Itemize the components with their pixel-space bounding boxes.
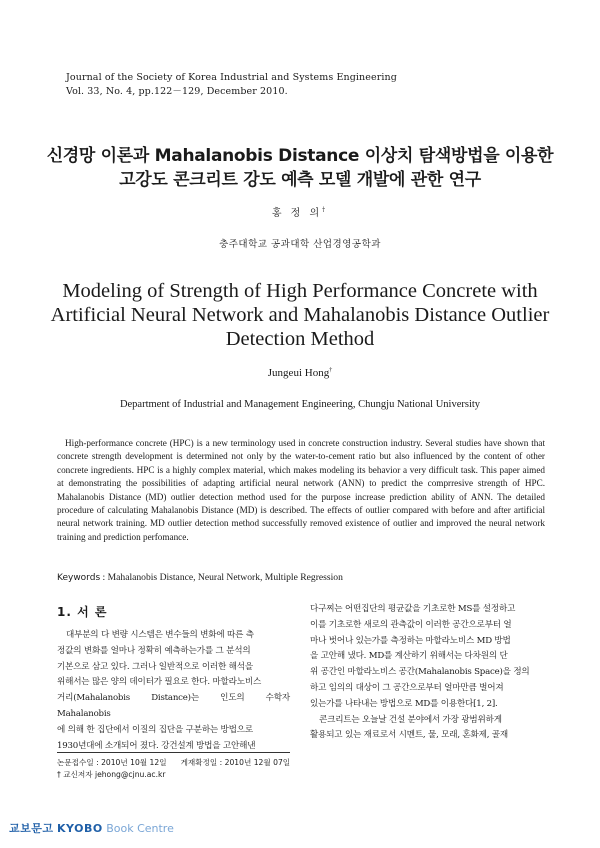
- abstract-line: that concrete strength development is determined not only by the water-to-cement ratio but also influenced by the content of: [57, 438, 545, 462]
- korean-affiliation: 충주대학교 공과대학 산업경영공학과: [219, 239, 381, 250]
- english-title-line2: Artificial Neural Network and Mahalanobis Distance Outlier: [50, 304, 550, 326]
- body-line: 콘크리트는 오늘날 건설 분야에서 가장 광범위하게: [319, 714, 502, 725]
- kyobo-watermark: [9, 820, 174, 836]
- body-line: 다구찌는 어떤집단의 평균값을 기초로한 MS를 설정하고: [310, 604, 516, 614]
- korean-author: [0, 204, 600, 219]
- body-column-right: [310, 602, 545, 744]
- abstract-line: artificial neural network training. MD outlier detection method successfully removed existence of outlier and improved the neural: [57, 505, 546, 529]
- korean-author-name: 홍 정 의: [271, 208, 323, 219]
- received-date: 논문접수일 : 2010년 10월 12일: [57, 758, 167, 767]
- corresponding-mark: †: [329, 367, 333, 374]
- body-line: 있는가를 나타내는 방법으로 MD를 이용한다[1, 2].: [310, 698, 498, 709]
- contact-email: 교신저자 jehong@cjnu.ac.kr: [60, 770, 166, 779]
- journal-volume: Vol. 33, No. 4, pp.122－129, December 2010.: [66, 86, 288, 97]
- abstract-line: detailed procedure of calculating Mahalanobis Distance (MD) is described. The effects of outlier compared with before and after: [57, 491, 546, 516]
- body-line: 거리(Mahalanobis Distance)는 인도의 수학자 Mahalanobis: [57, 693, 290, 719]
- body-line: 활용되고 있는 재료로서 시멘트, 물, 모래, 혼화제, 골재: [310, 730, 508, 741]
- english-title: [40, 279, 560, 351]
- abstract-line: paper aimed at demonstrating the possibilities of adapting artificial neural network (ANN) to predict the comprresive strength: [57, 464, 545, 489]
- body-line: 1930년대에 소개되어 졌다. 강건설계 방법을 고안해낸: [57, 740, 256, 751]
- body-line: 위해서는 많은 양의 데이터가 필요로 한다. 마할라노비스: [57, 677, 262, 688]
- korean-title-line1: 신경망 이론과 Mahalanobis Distance 이상치 탐색방법을 이용한: [46, 146, 554, 166]
- body-line: 하고 임의의 대상이 그 공간으로부터 얼마만큼 벌어져: [310, 682, 504, 693]
- body-line: 에 의해 한 집단에서 이질의 집단을 구분하는 방법으로: [57, 724, 253, 735]
- footnote: [57, 757, 304, 781]
- abstract: [57, 437, 545, 544]
- journal-header: [66, 71, 397, 99]
- corresponding-mark: †: [57, 770, 61, 779]
- keywords: [57, 572, 343, 583]
- body-line: 대부분의 다 변량 시스템은 변수들의 변화에 따른 측: [66, 630, 254, 640]
- footnote-divider: [57, 752, 290, 753]
- abstract-line: network training and prediction perfomance.: [57, 518, 545, 542]
- keywords-separator: :: [100, 572, 108, 583]
- english-author-name: Jungeui Hong: [267, 367, 330, 379]
- watermark-korean: 교보문고: [9, 822, 54, 835]
- korean-title-line2: 고강도 콘크리트 강도 예측 모델 개발에 관한 연구: [119, 170, 481, 190]
- abstract-line: of HPC. Mahalanobis Distance (MD) outlier detection method used for the purpose increase prediction ability of ANN. The: [57, 478, 545, 502]
- corresponding-mark: †: [322, 206, 329, 214]
- body-line: 마나 벗어나 있는가를 측정하는 마할라노비스 MD 방법: [310, 635, 511, 646]
- body-line: 위 공간인 마할라노비스 공간(Mahalanobis Space)을 정의: [310, 667, 530, 678]
- watermark-brand: KYOBO: [57, 822, 103, 835]
- keywords-label: Keywords: [57, 573, 101, 583]
- section-heading: 1. 서 론: [57, 605, 108, 619]
- abstract-line: other concrete ingredients. HPC is a highly complex material, which makes modeling its behavior a very difficult task. This: [57, 451, 545, 475]
- accepted-date: 게재확정일 : 2010년 12월 07일: [180, 758, 291, 767]
- body-line: 정값의 변화를 얼마나 정확히 예측하는가를 그 분석의: [57, 645, 251, 656]
- english-affiliation: Department of Industrial and Management Engineering, Chungju National University: [119, 399, 481, 410]
- body-line: 이를 기초로한 새로의 관측값이 이러한 공간으로부터 얼: [310, 619, 512, 630]
- abstract-line: High-performance concrete (HPC) is a new terminology used in concrete construction industry. Several studies have shown: [65, 438, 529, 448]
- english-title-line1: Modeling of Strength of High Performance Concrete with: [62, 280, 538, 302]
- footnote-dates: [57, 757, 304, 769]
- body-line: 기본으로 삼고 있다. 그러나 일반적으로 이러한 해석을: [57, 661, 253, 672]
- body-line: 을 고안해 냈다. MD를 계산하기 위해서는 다차원의 단: [310, 651, 508, 662]
- body-column-left: [57, 628, 290, 754]
- keywords-text: Mahalanobis Distance, Neural Network, Multiple Regression: [107, 572, 343, 583]
- korean-title: [0, 144, 600, 192]
- english-author: [0, 367, 600, 379]
- footnote-contact: [57, 769, 304, 781]
- english-title-line3: Detection Method: [225, 328, 375, 350]
- watermark-suffix: Book Centre: [106, 822, 174, 835]
- journal-name: Journal of the Society of Korea Industrial and Systems Engineering: [66, 72, 397, 83]
